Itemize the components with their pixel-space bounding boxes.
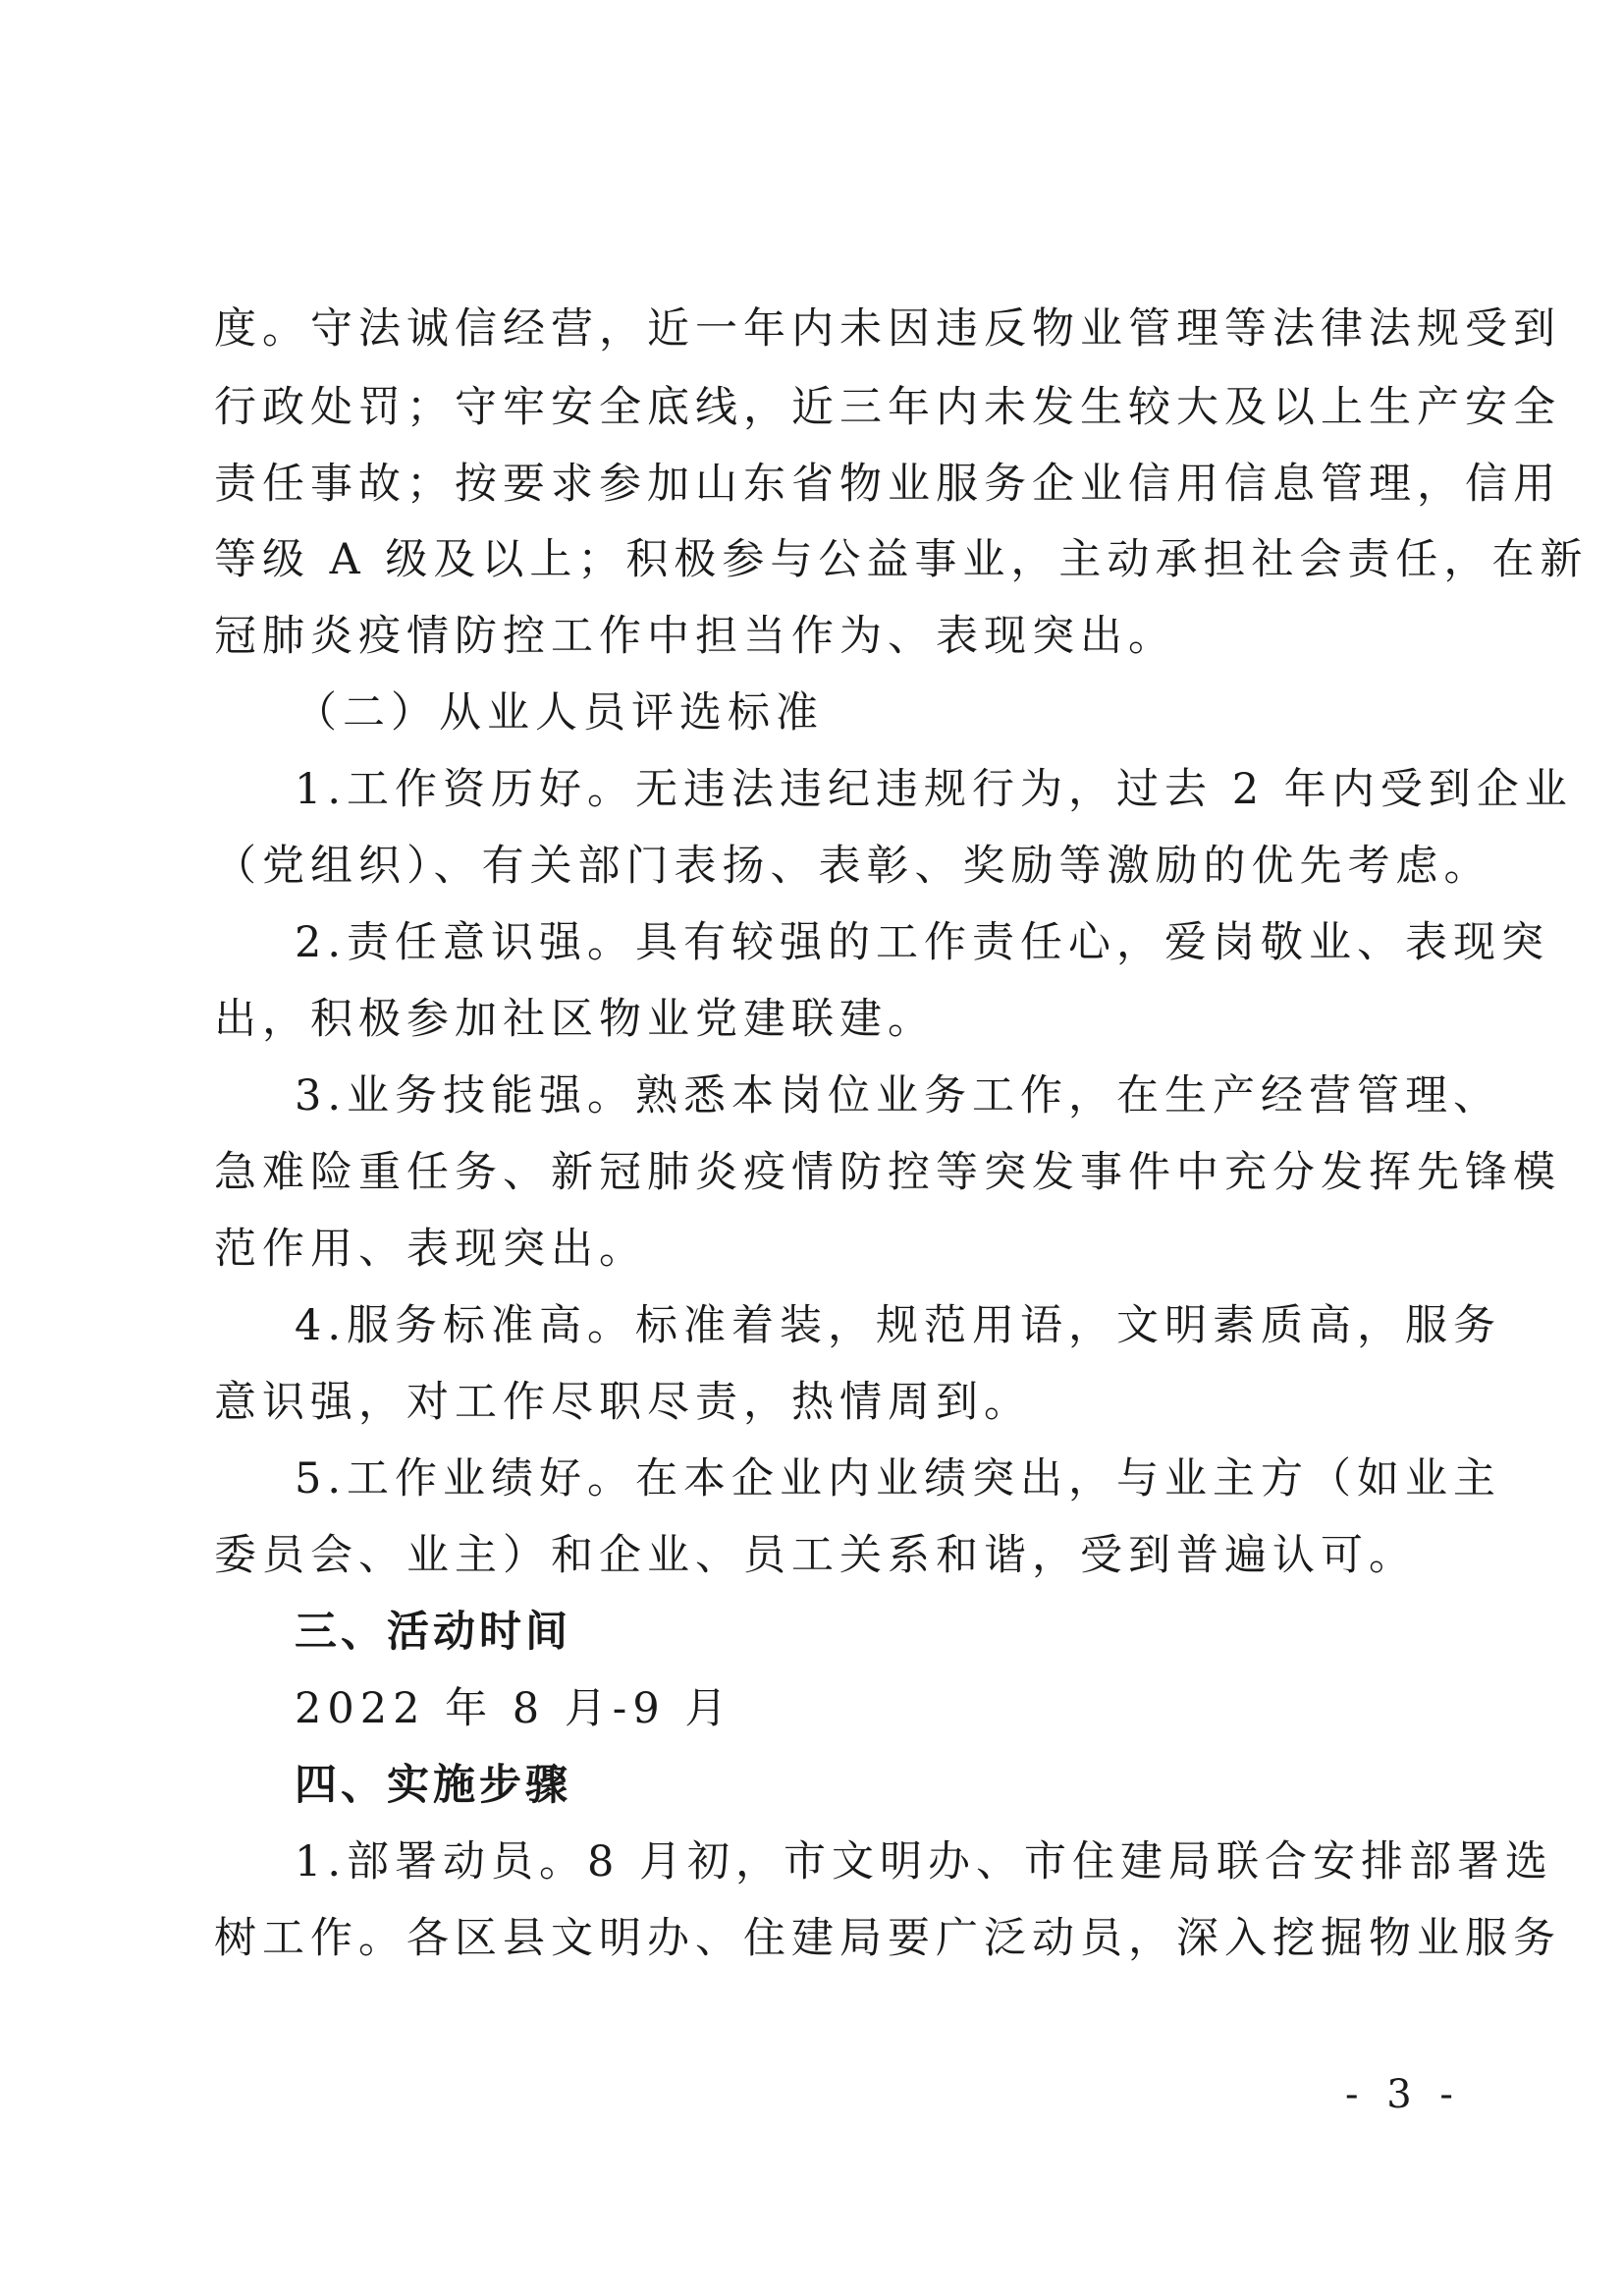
step-1-line-1: 1.部署动员。8 月初，市文明办、市住建局联合安排部署选	[295, 1837, 1554, 1886]
item-4-line-2: 意识强，对工作尽职尽责，热情周到。	[214, 1378, 1032, 1427]
paragraph-1-line-1: 度。守法诚信经营，近一年内未因违反物业管理等法律法规受到	[214, 304, 1561, 354]
paragraph-1-line-5: 冠肺炎疫情防控工作中担当作为、表现突出。	[214, 612, 1176, 661]
item-3-line-1: 3.业务技能强。熟悉本岗位业务工作，在生产经营管理、	[295, 1071, 1502, 1121]
item-2-line-1: 2.责任意识强。具有较强的工作责任心，爱岗敬业、表现突	[295, 918, 1550, 967]
heading-implementation-steps: 四、实施步骤	[295, 1761, 571, 1810]
paragraph-1-line-3: 责任事故；按要求参加山东省物业服务企业信用信息管理，信用	[214, 460, 1561, 509]
item-3-line-3: 范作用、表现突出。	[214, 1225, 647, 1274]
item-2-line-2: 出，积极参加社区物业党建联建。	[214, 995, 936, 1044]
page-number: - 3 -	[1345, 2072, 1461, 2117]
paragraph-1-line-4: 等级 A 级及以上；积极参与公益事业，主动承担社会责任，在新	[214, 535, 1589, 584]
paragraph-1-line-2: 行政处罚；守牢安全底线，近三年内未发生较大及以上生产安全	[214, 383, 1561, 432]
item-5-line-1: 5.工作业绩好。在本企业内业绩突出，与业主方（如业主	[295, 1454, 1502, 1503]
heading-activity-time: 三、活动时间	[295, 1608, 571, 1657]
activity-time-value: 2022 年 8 月-9 月	[295, 1684, 733, 1733]
item-3-line-2: 急难险重任务、新冠肺炎疫情防控等突发事件中充分发挥先锋模	[214, 1148, 1561, 1197]
item-1-line-2: （党组织）、有关部门表扬、表彰、奖励等激励的优先考虑。	[214, 842, 1492, 891]
item-4-line-1: 4.服务标准高。标准着装，规范用语，文明素质高，服务	[295, 1301, 1502, 1350]
item-5-line-2: 委员会、业主）和企业、员工关系和谐，受到普遍认可。	[214, 1531, 1417, 1580]
step-1-line-2: 树工作。各区县文明办、住建局要广泛动员，深入挖掘物业服务	[214, 1914, 1561, 1963]
section-2-title: （二）从业人员评选标准	[295, 688, 824, 738]
item-1-line-1: 1.工作资历好。无违法违纪违规行为，过去 2 年内受到企业	[295, 765, 1573, 814]
